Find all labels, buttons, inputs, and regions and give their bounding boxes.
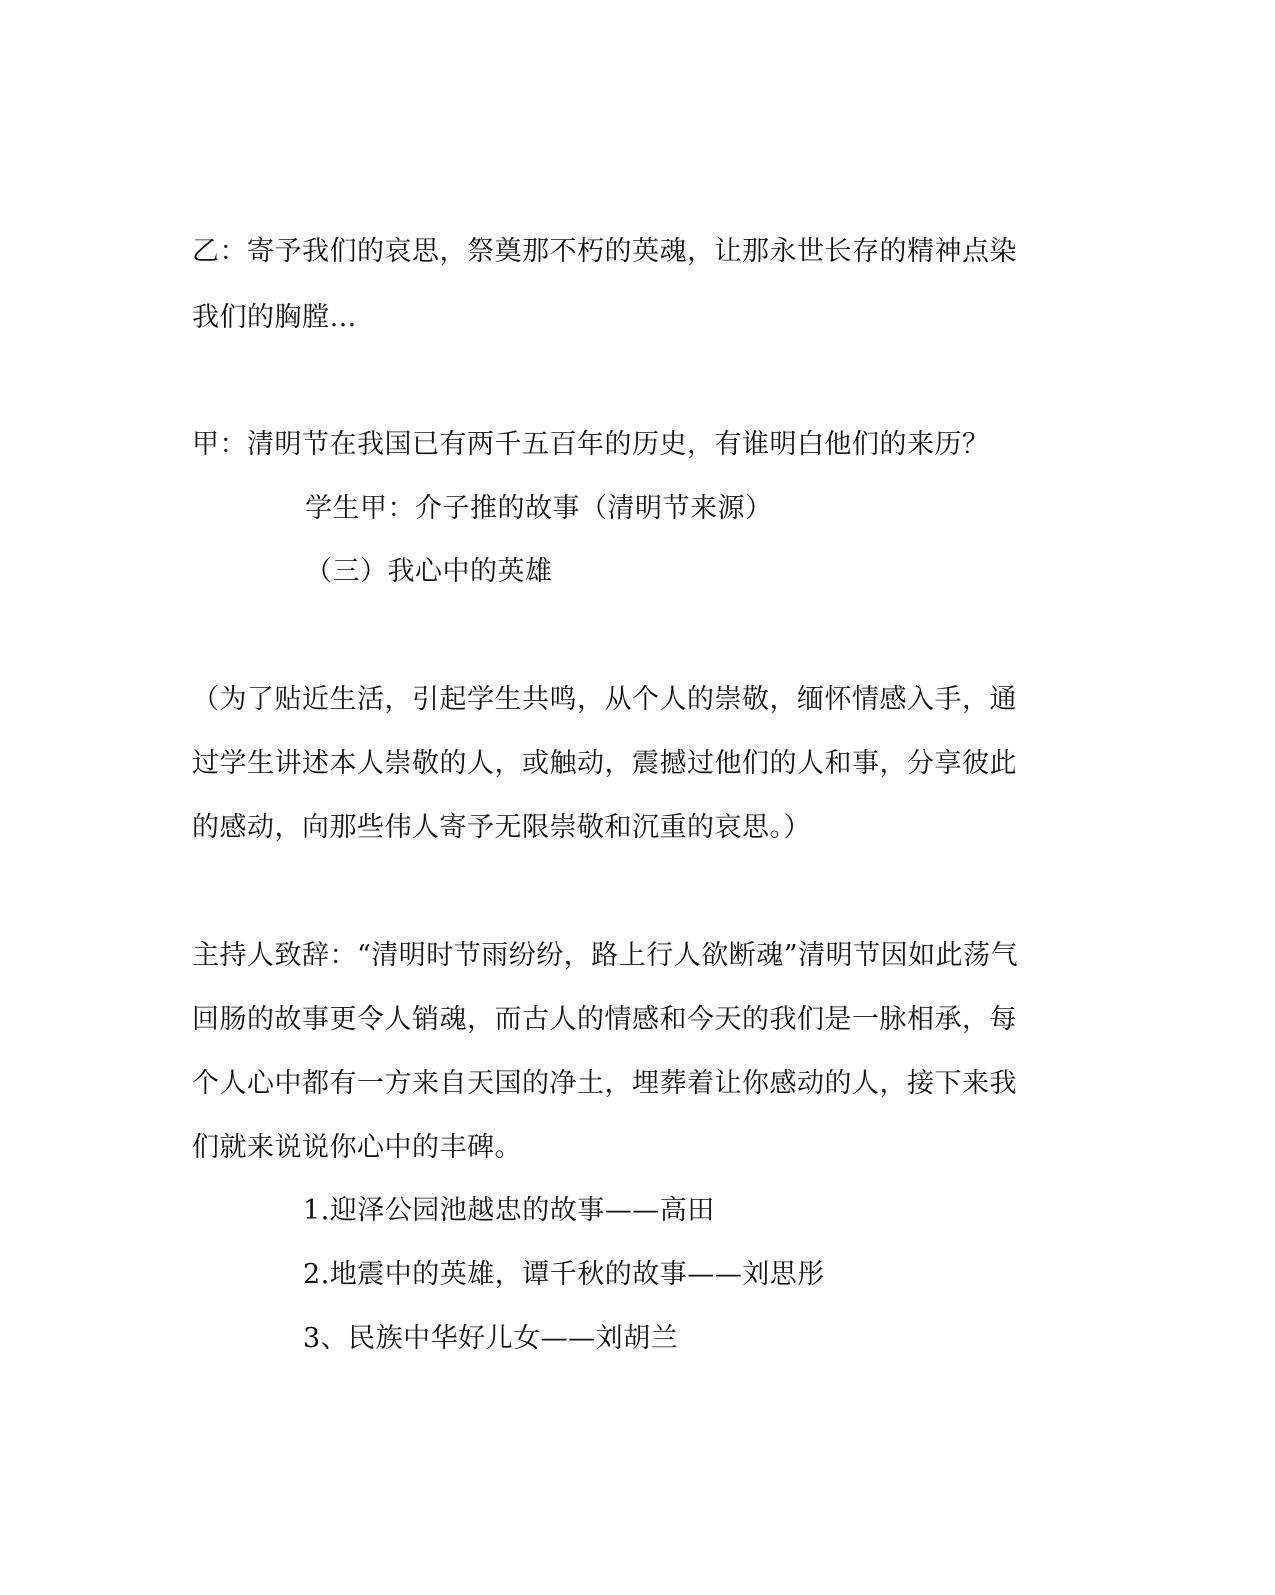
host-speech-line-1: 主持人致辞：“清明时节雨纷纷，路上行人欲断魂”清明节因如此荡气 xyxy=(192,940,1019,971)
list-item: 3、民族中华好儿女——刘胡兰 xyxy=(303,1323,679,1354)
list-item: 1.迎泽公园池越忠的故事——高田 xyxy=(303,1195,715,1226)
paragraph-jia-line-1: 甲：清明节在我国已有两千五百年的历史，有谁明白他们的来历？ xyxy=(192,429,990,460)
section-title: （三）我心中的英雄 xyxy=(305,556,553,587)
student-jia-line: 学生甲：介子推的故事（清明节来源） xyxy=(305,493,773,524)
host-speech-line-3: 个人心中都有一方来自天国的净土，埋葬着让你感动的人，接下来我 xyxy=(192,1068,1017,1099)
note-paragraph-line-3: 的感动，向那些伟人寄予无限崇敬和沉重的哀思。） xyxy=(192,812,811,843)
paragraph-yi-line-2: 我们的胸膛… xyxy=(192,302,357,333)
list-item: 2.地震中的英雄，谭千秋的故事——刘思彤 xyxy=(303,1259,825,1290)
note-paragraph-line-1: （为了贴近生活，引起学生共鸣，从个人的崇敬，缅怀情感入手，通 xyxy=(192,684,1017,715)
host-speech-line-4: 们就来说说你心中的丰碑。 xyxy=(192,1132,522,1163)
note-paragraph-line-2: 过学生讲述本人崇敬的人，或触动，震撼过他们的人和事，分享彼此 xyxy=(192,748,1017,779)
paragraph-yi-line-1: 乙：寄予我们的哀思，祭奠那不朽的英魂，让那永世长存的精神点染 xyxy=(192,236,1017,267)
host-speech-line-2: 回肠的故事更令人销魂，而古人的情感和今天的我们是一脉相承，每 xyxy=(192,1004,1017,1035)
